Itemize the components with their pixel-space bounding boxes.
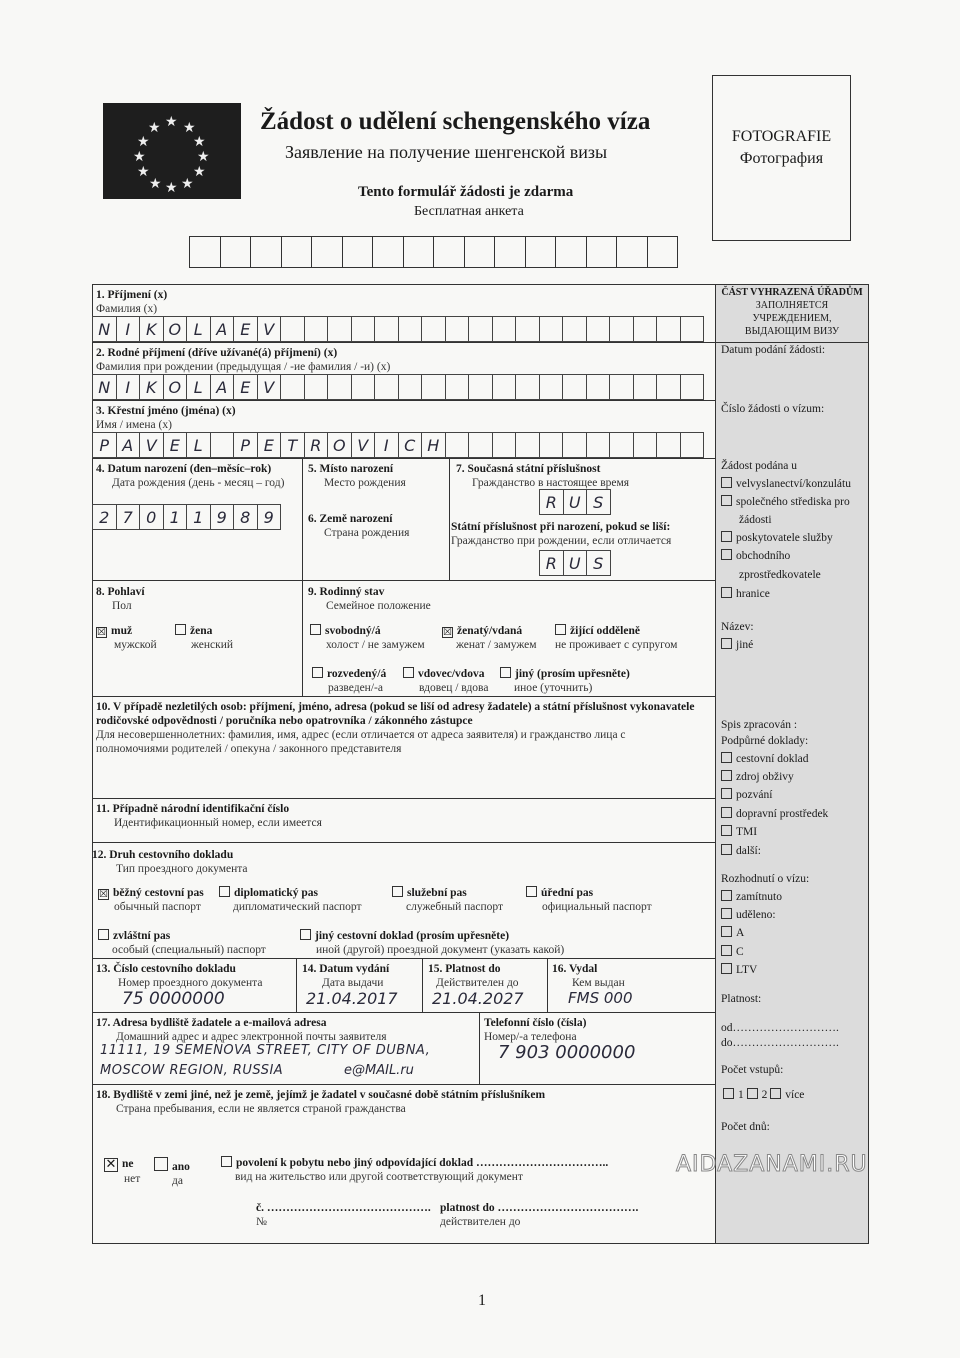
lodged-border[interactable]: hranice — [721, 585, 770, 603]
official-passport-option[interactable]: úřední pas официальный паспорт — [526, 886, 652, 914]
doc-other[interactable]: další: — [721, 842, 761, 860]
widowed-option[interactable]: vdovec/vdova вдовец / вдова — [403, 667, 488, 695]
field-11-label: 11. Případně národní identifikační číslo Идентификационный номер, если имеется — [96, 803, 322, 829]
lodged-intermediary[interactable]: obchodního — [721, 547, 790, 565]
photo-label: FOTOGRAFIE — [731, 128, 832, 145]
star-icon: ★ — [165, 114, 178, 130]
phone-number[interactable]: 7 903 0000000 — [498, 1042, 636, 1063]
ordinary-passport-option[interactable]: ☒ běžný cestovní pas обычный паспорт — [99, 887, 204, 913]
field-6-label: 6. Země narození Страна рождения — [308, 513, 410, 539]
visa-decision: Rozhodnutí o vízu: — [721, 873, 810, 885]
issue-date[interactable]: 21.04.2017 — [306, 989, 398, 1008]
star-icon: ★ — [193, 164, 206, 180]
field-7b-label: Státní příslušnost při narození, pokud se liší: Гражданство при рождении, если отличается — [451, 521, 672, 547]
entries-label: Počet vstupů: — [721, 1064, 784, 1076]
lodged-common-centre[interactable]: společného střediska pro — [721, 493, 850, 511]
star-icon: ★ — [148, 120, 161, 136]
single-option[interactable]: svobodný/á холост / не замужем — [310, 624, 425, 652]
first-name-cells[interactable]: P A V E L P E T R O V I C H — [92, 432, 704, 458]
field-17-label: 17. Adresa bydliště žadatele a e-mailová adresa Домашний адрес и адрес электронной почты заявителя — [96, 1017, 387, 1043]
doc-travel[interactable]: cestovní doklad — [721, 750, 809, 768]
lodged-at: Žádost podána u — [721, 460, 798, 472]
form-title: Žádost o udělení schengenského víza — [260, 108, 651, 135]
residence-permit-option[interactable]: povolení k pobytu nebo jiný odpovídající doklad …………………………….. вид на жительство или другой соответствующий документ — [221, 1156, 608, 1184]
star-icon: ★ — [137, 134, 150, 150]
male-option[interactable]: ☒ muž мужской — [97, 625, 157, 651]
divorced-option[interactable]: rozvedený/á разведен/-а — [312, 667, 386, 695]
field-16-label: 16. Vydal Кем выдан — [552, 963, 625, 989]
passport-number[interactable]: 75 0000000 — [122, 989, 225, 1009]
star-icon: ★ — [137, 164, 150, 180]
eu-flag — [103, 103, 241, 199]
application-number: Číslo žádosti o vízum: — [721, 403, 825, 415]
lodged-provider[interactable]: poskytovatele služby — [721, 529, 833, 547]
photo-box — [712, 75, 851, 241]
field-8-label: 8. Pohlaví Пол — [96, 586, 145, 612]
service-passport-option[interactable]: služební pas служебный паспорт — [392, 886, 503, 914]
address-line-2[interactable]: MOSCOW REGION, RUSSIA — [100, 1063, 284, 1078]
field-9-label: 9. Rodinný stav Семейное положение — [308, 586, 431, 612]
doc-tmi[interactable]: TMI — [721, 823, 757, 841]
birth-date-cells[interactable]: 2 7 0 1 1 9 8 9 — [92, 504, 281, 530]
female-option[interactable]: žena женский — [175, 624, 233, 652]
field-5-label: 5. Místo narození Место рождения — [308, 463, 406, 489]
validity-label: Platnost: — [721, 993, 762, 1005]
doc-invitation[interactable]: pozvání — [721, 786, 772, 804]
form-title-ru: Заявление на получение шенгенской визы — [285, 142, 608, 162]
doc-transport[interactable]: dopravní prostředek — [721, 805, 828, 823]
star-icon: ★ — [149, 176, 162, 192]
field-15-label: 15. Platnost do Действителен до — [428, 963, 519, 989]
name-label: Název: — [721, 621, 754, 633]
birth-surname-cells[interactable]: N I K O L A E V — [92, 374, 704, 400]
field-12-label: 12. Druh cestovního dokladu Тип проездного документа — [92, 849, 248, 875]
office-header: ČÁST VYHRAZENÁ ÚŘADŮM ЗАПОЛНЯЕТСЯ УЧРЕЖДЕНИЕМ, ВЫДАЮЩИМ ВИЗУ — [721, 287, 863, 337]
decision-a[interactable]: A — [721, 924, 744, 942]
field-4-label: 4. Datum narození (den–měsíc–rok) Дата рождения (день - месяц – год) — [96, 463, 285, 489]
file-handled: Spis zpracován : — [721, 719, 798, 731]
field-7-label: 7. Současná státní příslušnost Гражданство в настоящее время — [456, 463, 630, 489]
photo-label-ru: Фотография — [739, 150, 824, 167]
field-2-label: 2. Rodné příjmení (dříve užívané(á) příjmení) (x) Фамилия при рождении (предыдущая / -ие фамилия / -и) (x) — [96, 347, 391, 373]
star-icon: ★ — [165, 180, 178, 196]
watermark: AIDAZANAMI.RU — [676, 1152, 868, 1177]
field-3-label: 3. Křestní jméno (jména) (x) Имя / имена (x) — [96, 405, 236, 431]
nationality-cells[interactable]: R U S — [539, 489, 611, 515]
special-passport-option[interactable]: zvláštní pas особый (специальный) паспорт — [98, 929, 266, 957]
other-status-option[interactable]: jiný (prosím upřesněte) иное (уточнить) — [500, 667, 630, 695]
star-icon: ★ — [193, 134, 206, 150]
decision-ltv[interactable]: LTV — [721, 961, 757, 979]
page-number: 1 — [478, 1292, 486, 1309]
decision-issued[interactable]: uděleno: — [721, 906, 776, 924]
permit-validity[interactable]: platnost do ………………………………. действителен до — [440, 1202, 639, 1228]
submission-date: Datum podání žádosti: — [721, 344, 826, 356]
valid-to[interactable]: do………………………. — [721, 1037, 839, 1049]
lodged-common-centre-2: žádosti — [739, 514, 772, 526]
issued-by[interactable]: FMS 000 — [568, 989, 633, 1007]
lodged-other[interactable]: jiné — [721, 636, 753, 654]
phone-label: Telefonní číslo (čísla) Номер/-а телефона — [484, 1017, 587, 1043]
permit-number[interactable]: č. ……………………………………. № — [256, 1202, 431, 1228]
entries-options[interactable]: 1 2 více — [723, 1086, 804, 1104]
separated-option[interactable]: žijící odděleně не проживает с супругом — [555, 625, 678, 651]
decision-c[interactable]: C — [721, 943, 744, 961]
other-document-option[interactable]: jiný cestovní doklad (prosím upřesněte) иной (другой) проездной документ (указать какой) — [300, 929, 564, 957]
lodged-embassy[interactable]: velvyslanectví/konzulátu — [721, 475, 851, 493]
diplomatic-passport-option[interactable]: diplomatický pas дипломатический паспорт — [219, 886, 362, 914]
supporting-docs: Podpůrné doklady: — [721, 735, 809, 747]
star-icon: ★ — [197, 149, 210, 165]
code-boxes — [189, 236, 678, 268]
email[interactable]: e@MAIL.ru — [344, 1063, 414, 1078]
field-18-label: 18. Bydliště v zemi jiné, než je země, jejímž je žadatel v současné době státním příslušníkem Страна пребывания, если не является страной гражданства — [96, 1089, 546, 1115]
field-13-label: 13. Číslo cestovního dokladu Номер проездного документа — [96, 963, 263, 989]
birth-nationality-cells[interactable]: R U S — [539, 550, 611, 576]
field-14-label: 14. Datum vydání Дата выдачи — [302, 963, 390, 989]
residence-no-option[interactable]: ✕ ne нет — [105, 1157, 141, 1185]
days-label: Počet dnů: — [721, 1121, 770, 1133]
address-line-1[interactable]: 11111, 19 SEMENOVA STREET, CITY OF DUBNA, — [100, 1043, 431, 1058]
free-note-ru: Бесплатная анкета — [414, 204, 524, 219]
field-1-label: 1. Příjmení (x) Фамилия (x) — [96, 289, 168, 315]
doc-means[interactable]: zdroj obživy — [721, 768, 794, 786]
expiry-date[interactable]: 21.04.2027 — [432, 989, 524, 1008]
residence-yes-option[interactable]: ano да — [154, 1157, 190, 1188]
star-icon: ★ — [181, 176, 194, 192]
free-note: Tento formulář žádosti je zdarma — [358, 184, 574, 200]
valid-from[interactable]: od………………………. — [721, 1022, 839, 1034]
field-10-label: 10. V případě nezletilých osob: příjmení, jméno, adresa (pokud se liší od adresy žadatele) a státní příslušnost vykonavatele rodičovské odpovědnosti / poručníka nebo opatrovníka / zákonného zástupce Для несовершеннолетних: фамилия, имя, адрес (если отличается от адреса заявителя) и гражданство лица с полномочиями родителей / опекуна / законного представителя — [96, 701, 695, 755]
star-icon: ★ — [183, 120, 196, 136]
lodged-intermediary-2: zprostředkovatele — [739, 569, 821, 581]
married-option[interactable]: ☒ ženatý/vdaná женат / замужем — [443, 625, 537, 651]
star-icon: ★ — [133, 149, 146, 165]
surname-cells[interactable]: N I K O L A E V — [92, 316, 704, 342]
decision-refused[interactable]: zamítnuto — [721, 888, 782, 906]
